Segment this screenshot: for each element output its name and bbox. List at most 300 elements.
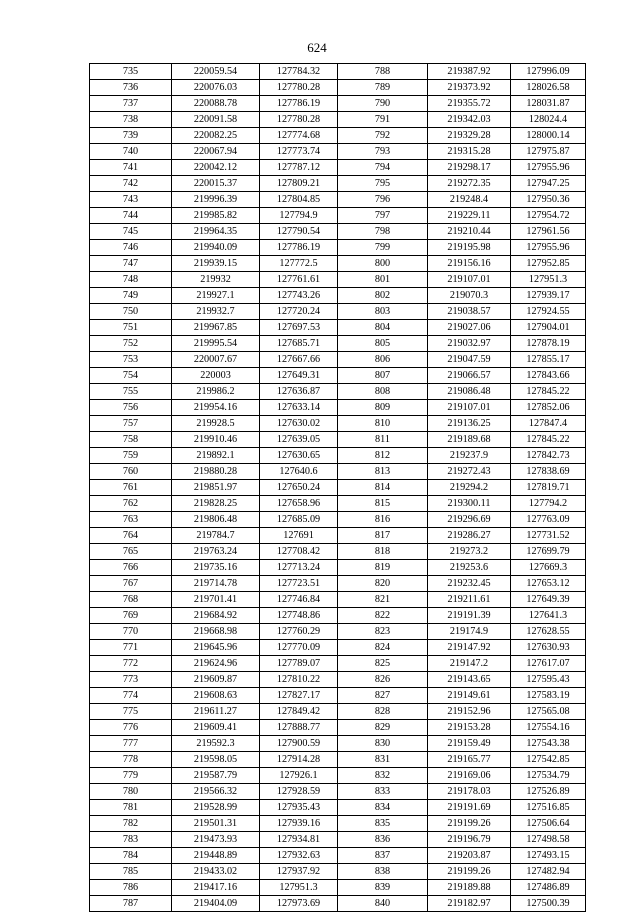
- y-coordinate-left: 127746.84: [260, 592, 338, 608]
- y-coordinate-left: 127928.59: [260, 784, 338, 800]
- y-coordinate-right: 127855.17: [511, 352, 586, 368]
- y-coordinate-right: 127952.85: [511, 256, 586, 272]
- x-coordinate-left: 219714.78: [172, 576, 260, 592]
- point-number-left: 737: [90, 96, 172, 112]
- x-coordinate-right: 219232.45: [428, 576, 511, 592]
- point-number-left: 741: [90, 160, 172, 176]
- y-coordinate-right: 128031.87: [511, 96, 586, 112]
- y-coordinate-right: 127641.3: [511, 608, 586, 624]
- x-coordinate-left: 220082.25: [172, 128, 260, 144]
- y-coordinate-right: 127669.3: [511, 560, 586, 576]
- table-row: [90, 640, 586, 656]
- table-row: [90, 432, 586, 448]
- y-coordinate-left: 127774.68: [260, 128, 338, 144]
- table-row: [90, 128, 586, 144]
- point-number-right: 796: [338, 192, 428, 208]
- point-number-right: 809: [338, 400, 428, 416]
- point-number-left: 738: [90, 112, 172, 128]
- y-coordinate-left: 127827.17: [260, 688, 338, 704]
- x-coordinate-left: 220042.12: [172, 160, 260, 176]
- table-row: [90, 320, 586, 336]
- point-number-left: 773: [90, 672, 172, 688]
- x-coordinate-right: 219342.03: [428, 112, 511, 128]
- x-coordinate-right: 219156.16: [428, 256, 511, 272]
- point-number-left: 785: [90, 864, 172, 880]
- x-coordinate-right: 219300.11: [428, 496, 511, 512]
- y-coordinate-left: 127697.53: [260, 320, 338, 336]
- table-row: [90, 768, 586, 784]
- point-number-left: 774: [90, 688, 172, 704]
- point-number-left: 745: [90, 224, 172, 240]
- y-coordinate-left: 127786.19: [260, 240, 338, 256]
- y-coordinate-right: 127653.12: [511, 576, 586, 592]
- table-row: [90, 752, 586, 768]
- point-number-left: 750: [90, 304, 172, 320]
- y-coordinate-left: 127630.65: [260, 448, 338, 464]
- table-row: [90, 624, 586, 640]
- y-coordinate-left: 127951.3: [260, 880, 338, 896]
- point-number-right: 803: [338, 304, 428, 320]
- x-coordinate-left: 220015.37: [172, 176, 260, 192]
- x-coordinate-right: 219191.39: [428, 608, 511, 624]
- table-row: [90, 720, 586, 736]
- point-number-right: 804: [338, 320, 428, 336]
- y-coordinate-right: 127955.96: [511, 240, 586, 256]
- table-row: [90, 304, 586, 320]
- x-coordinate-left: 219986.2: [172, 384, 260, 400]
- y-coordinate-left: 127691: [260, 528, 338, 544]
- y-coordinate-right: 127842.73: [511, 448, 586, 464]
- x-coordinate-left: 219645.96: [172, 640, 260, 656]
- x-coordinate-left: 219684.92: [172, 608, 260, 624]
- x-coordinate-right: 219298.17: [428, 160, 511, 176]
- x-coordinate-right: 219165.77: [428, 752, 511, 768]
- point-number-left: 777: [90, 736, 172, 752]
- x-coordinate-right: 219032.97: [428, 336, 511, 352]
- point-number-right: 820: [338, 576, 428, 592]
- table-row: [90, 192, 586, 208]
- y-coordinate-left: 127780.28: [260, 80, 338, 96]
- point-number-left: 762: [90, 496, 172, 512]
- y-coordinate-left: 127658.96: [260, 496, 338, 512]
- point-number-left: 735: [90, 64, 172, 80]
- y-coordinate-right: 127847.4: [511, 416, 586, 432]
- point-number-left: 753: [90, 352, 172, 368]
- y-coordinate-right: 127950.36: [511, 192, 586, 208]
- table-row: [90, 64, 586, 80]
- point-number-right: 814: [338, 480, 428, 496]
- y-coordinate-left: 127743.26: [260, 288, 338, 304]
- point-number-left: 766: [90, 560, 172, 576]
- x-coordinate-left: 220076.03: [172, 80, 260, 96]
- x-coordinate-right: 219189.68: [428, 432, 511, 448]
- table-row: [90, 848, 586, 864]
- x-coordinate-left: 219910.46: [172, 432, 260, 448]
- x-coordinate-right: 219086.48: [428, 384, 511, 400]
- point-number-left: 768: [90, 592, 172, 608]
- table-row: [90, 160, 586, 176]
- x-coordinate-right: 219191.69: [428, 800, 511, 816]
- y-coordinate-left: 127810.22: [260, 672, 338, 688]
- y-coordinate-left: 127934.81: [260, 832, 338, 848]
- point-number-right: 802: [338, 288, 428, 304]
- table-row: [90, 880, 586, 896]
- point-number-left: 742: [90, 176, 172, 192]
- x-coordinate-right: 219210.44: [428, 224, 511, 240]
- point-number-right: 817: [338, 528, 428, 544]
- table-row: [90, 672, 586, 688]
- x-coordinate-right: 219329.28: [428, 128, 511, 144]
- x-coordinate-right: 219272.35: [428, 176, 511, 192]
- y-coordinate-right: 127961.56: [511, 224, 586, 240]
- y-coordinate-left: 127633.14: [260, 400, 338, 416]
- x-coordinate-right: 219143.65: [428, 672, 511, 688]
- x-coordinate-left: 219995.54: [172, 336, 260, 352]
- point-number-right: 792: [338, 128, 428, 144]
- x-coordinate-left: 219609.87: [172, 672, 260, 688]
- y-coordinate-right: 127924.55: [511, 304, 586, 320]
- point-number-right: 815: [338, 496, 428, 512]
- x-coordinate-left: 219433.02: [172, 864, 260, 880]
- y-coordinate-left: 127914.28: [260, 752, 338, 768]
- x-coordinate-left: 219806.48: [172, 512, 260, 528]
- y-coordinate-left: 127708.42: [260, 544, 338, 560]
- y-coordinate-right: 127699.79: [511, 544, 586, 560]
- x-coordinate-right: 219229.11: [428, 208, 511, 224]
- point-number-right: 807: [338, 368, 428, 384]
- table-row: [90, 560, 586, 576]
- x-coordinate-left: 220088.78: [172, 96, 260, 112]
- table-row: [90, 400, 586, 416]
- point-number-left: 772: [90, 656, 172, 672]
- x-coordinate-left: 219985.82: [172, 208, 260, 224]
- y-coordinate-left: 127939.16: [260, 816, 338, 832]
- y-coordinate-left: 127926.1: [260, 768, 338, 784]
- point-number-left: 781: [90, 800, 172, 816]
- point-number-right: 812: [338, 448, 428, 464]
- y-coordinate-right: 127819.71: [511, 480, 586, 496]
- table-row: [90, 608, 586, 624]
- point-number-right: 832: [338, 768, 428, 784]
- point-number-right: 813: [338, 464, 428, 480]
- y-coordinate-left: 127794.9: [260, 208, 338, 224]
- point-number-left: 780: [90, 784, 172, 800]
- y-coordinate-left: 127900.59: [260, 736, 338, 752]
- y-coordinate-right: 127486.89: [511, 880, 586, 896]
- y-coordinate-right: 127482.94: [511, 864, 586, 880]
- x-coordinate-right: 219178.03: [428, 784, 511, 800]
- point-number-left: 779: [90, 768, 172, 784]
- point-number-right: 828: [338, 704, 428, 720]
- table-row: [90, 576, 586, 592]
- x-coordinate-right: 219182.97: [428, 896, 511, 912]
- y-coordinate-right: 127617.07: [511, 656, 586, 672]
- table-row: [90, 272, 586, 288]
- y-coordinate-right: 127996.09: [511, 64, 586, 80]
- point-number-right: 808: [338, 384, 428, 400]
- x-coordinate-right: 219273.2: [428, 544, 511, 560]
- y-coordinate-right: 127649.39: [511, 592, 586, 608]
- y-coordinate-left: 127973.69: [260, 896, 338, 912]
- point-number-right: 830: [338, 736, 428, 752]
- point-number-right: 801: [338, 272, 428, 288]
- y-coordinate-left: 127790.54: [260, 224, 338, 240]
- page-number: 624: [307, 40, 327, 55]
- x-coordinate-left: 219932.7: [172, 304, 260, 320]
- x-coordinate-left: 219528.99: [172, 800, 260, 816]
- table-row: [90, 656, 586, 672]
- point-number-right: 798: [338, 224, 428, 240]
- x-coordinate-left: 219609.41: [172, 720, 260, 736]
- x-coordinate-right: 219047.59: [428, 352, 511, 368]
- y-coordinate-right: 127526.89: [511, 784, 586, 800]
- x-coordinate-left: 219967.85: [172, 320, 260, 336]
- y-coordinate-right: 127843.66: [511, 368, 586, 384]
- x-coordinate-left: 219592.3: [172, 736, 260, 752]
- table-row: [90, 688, 586, 704]
- point-number-right: 826: [338, 672, 428, 688]
- x-coordinate-left: 219611.27: [172, 704, 260, 720]
- y-coordinate-right: 127534.79: [511, 768, 586, 784]
- point-number-right: 831: [338, 752, 428, 768]
- x-coordinate-left: 219404.09: [172, 896, 260, 912]
- x-coordinate-left: 219668.98: [172, 624, 260, 640]
- table-row: [90, 816, 586, 832]
- point-number-right: 835: [338, 816, 428, 832]
- point-number-right: 824: [338, 640, 428, 656]
- x-coordinate-left: 219996.39: [172, 192, 260, 208]
- y-coordinate-right: 127565.08: [511, 704, 586, 720]
- y-coordinate-right: 128000.14: [511, 128, 586, 144]
- y-coordinate-right: 127763.09: [511, 512, 586, 528]
- y-coordinate-left: 127760.29: [260, 624, 338, 640]
- y-coordinate-left: 127649.31: [260, 368, 338, 384]
- x-coordinate-right: 219355.72: [428, 96, 511, 112]
- x-coordinate-right: 219107.01: [428, 400, 511, 416]
- y-coordinate-left: 127888.77: [260, 720, 338, 736]
- y-coordinate-left: 127773.74: [260, 144, 338, 160]
- point-number-right: 793: [338, 144, 428, 160]
- x-coordinate-right: 219107.01: [428, 272, 511, 288]
- table-row: [90, 176, 586, 192]
- point-number-right: 811: [338, 432, 428, 448]
- point-number-right: 795: [338, 176, 428, 192]
- table-row: [90, 544, 586, 560]
- x-coordinate-right: 219199.26: [428, 816, 511, 832]
- x-coordinate-left: 219784.7: [172, 528, 260, 544]
- point-number-left: 764: [90, 528, 172, 544]
- x-coordinate-right: 219147.2: [428, 656, 511, 672]
- y-coordinate-left: 127935.43: [260, 800, 338, 816]
- point-number-right: 789: [338, 80, 428, 96]
- x-coordinate-left: 219735.16: [172, 560, 260, 576]
- point-number-left: 767: [90, 576, 172, 592]
- x-coordinate-right: 219373.92: [428, 80, 511, 96]
- x-coordinate-left: 219566.32: [172, 784, 260, 800]
- y-coordinate-left: 127636.87: [260, 384, 338, 400]
- y-coordinate-left: 127932.63: [260, 848, 338, 864]
- table-row: [90, 448, 586, 464]
- point-number-left: 756: [90, 400, 172, 416]
- x-coordinate-right: 219147.92: [428, 640, 511, 656]
- x-coordinate-left: 219608.63: [172, 688, 260, 704]
- y-coordinate-left: 127784.32: [260, 64, 338, 80]
- x-coordinate-left: 219932: [172, 272, 260, 288]
- table-row: [90, 352, 586, 368]
- point-number-left: 759: [90, 448, 172, 464]
- x-coordinate-right: 219237.9: [428, 448, 511, 464]
- point-number-right: 788: [338, 64, 428, 80]
- y-coordinate-right: 127939.17: [511, 288, 586, 304]
- y-coordinate-right: 127542.85: [511, 752, 586, 768]
- point-number-left: 765: [90, 544, 172, 560]
- point-number-left: 771: [90, 640, 172, 656]
- x-coordinate-right: 219038.57: [428, 304, 511, 320]
- table-row: [90, 800, 586, 816]
- x-coordinate-left: 219928.5: [172, 416, 260, 432]
- point-number-right: 833: [338, 784, 428, 800]
- point-number-right: 839: [338, 880, 428, 896]
- y-coordinate-right: 127878.19: [511, 336, 586, 352]
- x-coordinate-right: 219253.6: [428, 560, 511, 576]
- x-coordinate-right: 219066.57: [428, 368, 511, 384]
- point-number-left: 748: [90, 272, 172, 288]
- x-coordinate-right: 219315.28: [428, 144, 511, 160]
- table-row: [90, 240, 586, 256]
- x-coordinate-right: 219196.79: [428, 832, 511, 848]
- y-coordinate-left: 127809.21: [260, 176, 338, 192]
- point-number-right: 806: [338, 352, 428, 368]
- table-row: [90, 144, 586, 160]
- y-coordinate-left: 127937.92: [260, 864, 338, 880]
- y-coordinate-right: 127904.01: [511, 320, 586, 336]
- x-coordinate-right: 219159.49: [428, 736, 511, 752]
- point-number-left: 769: [90, 608, 172, 624]
- x-coordinate-right: 219152.96: [428, 704, 511, 720]
- point-number-right: 836: [338, 832, 428, 848]
- x-coordinate-right: 219070.3: [428, 288, 511, 304]
- point-number-right: 800: [338, 256, 428, 272]
- point-number-left: 739: [90, 128, 172, 144]
- y-coordinate-right: 127955.96: [511, 160, 586, 176]
- y-coordinate-left: 127804.85: [260, 192, 338, 208]
- y-coordinate-right: 127628.55: [511, 624, 586, 640]
- x-coordinate-left: 219624.96: [172, 656, 260, 672]
- point-number-right: 827: [338, 688, 428, 704]
- y-coordinate-left: 127639.05: [260, 432, 338, 448]
- point-number-left: 752: [90, 336, 172, 352]
- table-row: [90, 592, 586, 608]
- y-coordinate-right: 127947.25: [511, 176, 586, 192]
- x-coordinate-left: 219892.1: [172, 448, 260, 464]
- y-coordinate-right: 127630.93: [511, 640, 586, 656]
- point-number-right: 822: [338, 608, 428, 624]
- y-coordinate-right: 127498.58: [511, 832, 586, 848]
- table-row: [90, 112, 586, 128]
- point-number-right: 829: [338, 720, 428, 736]
- x-coordinate-right: 219189.88: [428, 880, 511, 896]
- point-number-right: 837: [338, 848, 428, 864]
- x-coordinate-left: 219851.97: [172, 480, 260, 496]
- y-coordinate-right: 127500.39: [511, 896, 586, 912]
- y-coordinate-left: 127772.5: [260, 256, 338, 272]
- point-number-right: 805: [338, 336, 428, 352]
- y-coordinate-left: 127780.28: [260, 112, 338, 128]
- point-number-left: 736: [90, 80, 172, 96]
- x-coordinate-left: 219598.05: [172, 752, 260, 768]
- point-number-left: 760: [90, 464, 172, 480]
- point-number-left: 783: [90, 832, 172, 848]
- table-row: [90, 384, 586, 400]
- y-coordinate-right: 127493.15: [511, 848, 586, 864]
- table-row: [90, 784, 586, 800]
- point-number-left: 751: [90, 320, 172, 336]
- y-coordinate-right: 127852.06: [511, 400, 586, 416]
- y-coordinate-left: 127685.71: [260, 336, 338, 352]
- point-number-left: 746: [90, 240, 172, 256]
- y-coordinate-left: 127786.19: [260, 96, 338, 112]
- point-number-left: 782: [90, 816, 172, 832]
- table-row: [90, 464, 586, 480]
- point-number-left: 740: [90, 144, 172, 160]
- table-row: [90, 480, 586, 496]
- table-row: [90, 736, 586, 752]
- point-number-right: 825: [338, 656, 428, 672]
- x-coordinate-right: 219296.69: [428, 512, 511, 528]
- point-number-right: 840: [338, 896, 428, 912]
- point-number-left: 776: [90, 720, 172, 736]
- x-coordinate-left: 219964.35: [172, 224, 260, 240]
- point-number-right: 790: [338, 96, 428, 112]
- table-row: [90, 704, 586, 720]
- x-coordinate-left: 219940.09: [172, 240, 260, 256]
- y-coordinate-right: 127845.22: [511, 432, 586, 448]
- point-number-left: 763: [90, 512, 172, 528]
- x-coordinate-left: 219501.31: [172, 816, 260, 832]
- coordinates-table: [89, 63, 586, 912]
- x-coordinate-right: 219027.06: [428, 320, 511, 336]
- point-number-left: 749: [90, 288, 172, 304]
- x-coordinate-right: 219272.43: [428, 464, 511, 480]
- y-coordinate-left: 127720.24: [260, 304, 338, 320]
- x-coordinate-left: 219448.89: [172, 848, 260, 864]
- table-row: [90, 416, 586, 432]
- point-number-right: 791: [338, 112, 428, 128]
- table-row: [90, 512, 586, 528]
- table-row: [90, 496, 586, 512]
- point-number-left: 761: [90, 480, 172, 496]
- x-coordinate-right: 219248.4: [428, 192, 511, 208]
- y-coordinate-left: 127849.42: [260, 704, 338, 720]
- y-coordinate-left: 127787.12: [260, 160, 338, 176]
- table-row: [90, 336, 586, 352]
- point-number-left: 786: [90, 880, 172, 896]
- y-coordinate-left: 127770.09: [260, 640, 338, 656]
- y-coordinate-right: 127554.16: [511, 720, 586, 736]
- x-coordinate-right: 219294.2: [428, 480, 511, 496]
- point-number-right: 794: [338, 160, 428, 176]
- y-coordinate-right: 127583.19: [511, 688, 586, 704]
- x-coordinate-right: 219169.06: [428, 768, 511, 784]
- y-coordinate-right: 127595.43: [511, 672, 586, 688]
- point-number-right: 821: [338, 592, 428, 608]
- x-coordinate-left: 220067.94: [172, 144, 260, 160]
- y-coordinate-left: 127630.02: [260, 416, 338, 432]
- point-number-left: 778: [90, 752, 172, 768]
- y-coordinate-left: 127761.61: [260, 272, 338, 288]
- x-coordinate-right: 219153.28: [428, 720, 511, 736]
- point-number-left: 784: [90, 848, 172, 864]
